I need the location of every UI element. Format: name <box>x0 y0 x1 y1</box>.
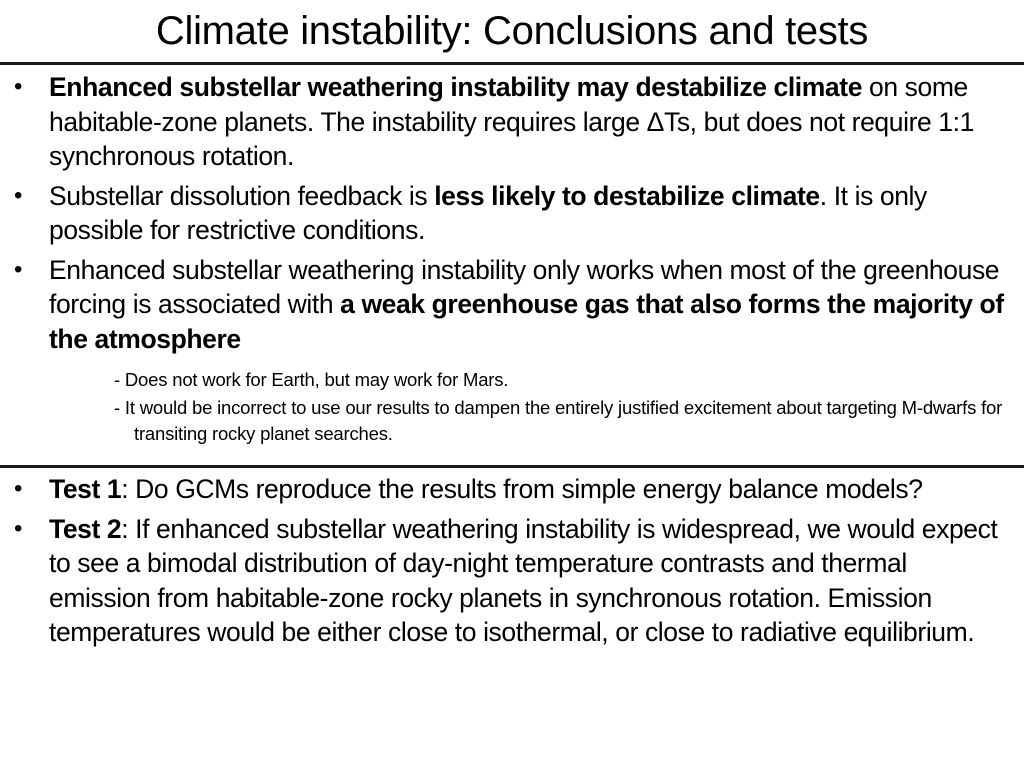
section-divider <box>0 465 1024 468</box>
bullet-1-bold: Enhanced substellar weathering instability may destabilize climate <box>49 72 863 102</box>
bullet-test-2 <box>0 512 1024 650</box>
bullet-3-text: Enhanced substellar weathering instability only works when most of the greenhouse forcing is associated with <box>49 254 1000 319</box>
tests-list <box>0 472 1024 655</box>
conclusions-list <box>0 70 1024 449</box>
bullet-2-text-start: Substellar dissolution feedback is <box>49 180 435 211</box>
title-divider <box>0 62 1024 65</box>
test-1-label: Test 1 <box>49 474 122 504</box>
slide-title: Climate instability: Conclusions and tests <box>155 9 869 53</box>
bullet-test-1 <box>0 472 1024 507</box>
bullet-conclusion-2 <box>0 179 1024 248</box>
bullet-dot: • <box>14 181 23 209</box>
bullet-conclusion-3 <box>0 253 1024 357</box>
test-2-text: : If enhanced substellar weathering instability is widespread, we would expect to see a bimodal distribution of day-night temperature contrasts and thermal emission from habitable-zone rocky planets in synchronous rotation. Emission temperatures would be either close to isothermal, or close to radiative equilibrium. <box>49 513 998 647</box>
bullet-conclusion-1 <box>0 70 1024 174</box>
bullet-2-text-end: . It is only possible for restrictive conditions. <box>49 180 927 245</box>
bullet-2-bold: less likely to destabilize climate <box>434 180 820 211</box>
test-2-label: Test 2 <box>49 513 122 544</box>
bullet-dot: • <box>14 255 23 283</box>
bullet-dot: • <box>14 514 23 542</box>
test-1-text: : Do GCMs reproduce the results from simple energy balance models? <box>121 474 923 504</box>
bullet-1-text: on some habitable-zone planets. The instability requires large ΔTs, but does not require 1:1 synchronous rotation. <box>49 72 974 171</box>
sub-points <box>0 361 1024 447</box>
sub-point-mars: - Does not work for Earth, but may work for Mars. <box>114 369 509 390</box>
bullet-dot: • <box>14 475 23 502</box>
bullet-dot: • <box>14 73 23 100</box>
sub-point-m-dwarfs: - It would be incorrect to use our results to dampen the entirely justified excitement about targeting M-dwarfs for transiting rocky planet searches. <box>114 397 1003 444</box>
bullet-3-bold: a weak greenhouse gas that also forms the majority of the atmosphere <box>49 289 1004 354</box>
